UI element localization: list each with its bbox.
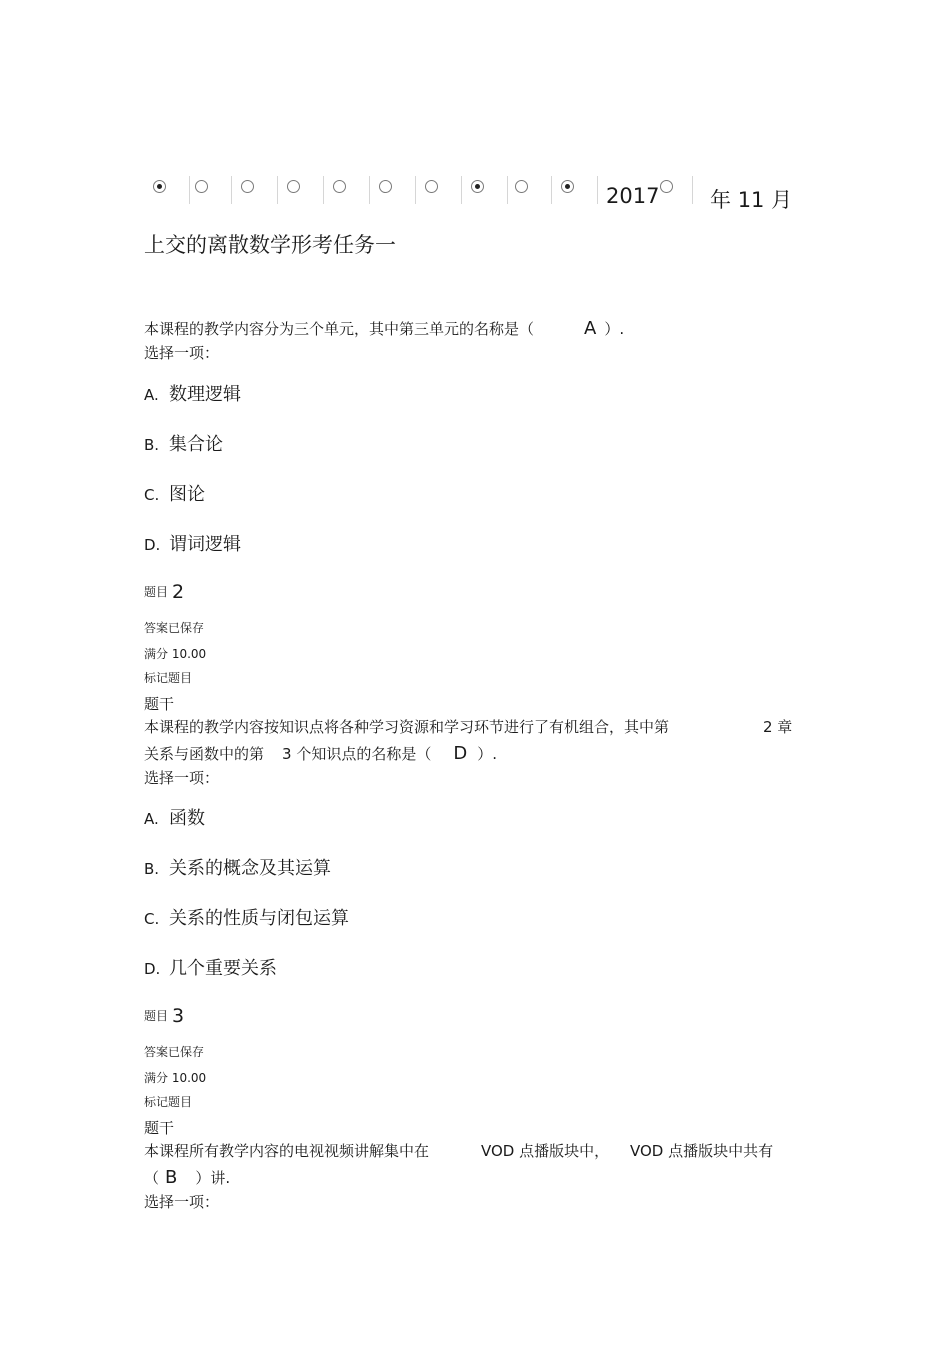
- q3-tigan: 题干: [144, 1119, 175, 1137]
- month-number: 11: [737, 188, 765, 212]
- q2-option-a[interactable]: [144, 804, 205, 830]
- radio-9[interactable]: [515, 180, 528, 193]
- q1-option-c-text: 图论: [169, 484, 205, 505]
- q2-option-b[interactable]: [144, 854, 331, 880]
- q2-option-c-letter: C.: [144, 910, 160, 928]
- q2-answer: D: [453, 743, 468, 764]
- q2-stem-line1-pre: 本课程的教学内容按知识点将各种学习资源和学习环节进行了有机组合，其中第: [144, 718, 670, 736]
- radio-cell-2[interactable]: [190, 176, 232, 204]
- year-month: [710, 184, 792, 214]
- q2-option-b-text: 关系的概念及其运算: [169, 858, 331, 879]
- q1-stem-post: ）.: [604, 320, 625, 338]
- q3-stem-line2: [144, 1165, 230, 1191]
- q1-stem-pre: 本课程的教学内容分为三个单元，其中第三单元的名称是（: [144, 320, 535, 338]
- q1-prompt: 选择一项：: [144, 344, 220, 362]
- radio-2[interactable]: [195, 180, 208, 193]
- q1-option-a[interactable]: [144, 380, 241, 406]
- q2-label-text: 题目: [144, 585, 169, 599]
- q3-stem-line1-pre: 本课程所有教学内容的电视视频讲解集中在: [144, 1142, 430, 1160]
- q1-option-a-text: 数理逻辑: [169, 384, 241, 405]
- q2-status: 答案已保存: [144, 621, 205, 635]
- q1-stem: [144, 316, 624, 342]
- radio-cell-8[interactable]: [466, 176, 508, 204]
- q3-stem-line1-vod1: VOD 点播版块中，: [481, 1142, 610, 1160]
- q2-option-d-text: 几个重要关系: [169, 958, 277, 979]
- q1-option-d[interactable]: [144, 530, 241, 556]
- radio-cell-10[interactable]: [556, 176, 598, 204]
- q2-score: 满分 10.00: [144, 647, 207, 661]
- q3-flag[interactable]: 标记题目: [144, 1095, 193, 1109]
- radio-1[interactable]: [153, 180, 166, 193]
- q1-option-c[interactable]: [144, 480, 205, 506]
- radio-cell-4[interactable]: [282, 176, 324, 204]
- month-char: 月: [771, 188, 793, 212]
- q1-option-c-letter: C.: [144, 486, 160, 504]
- radio-5[interactable]: [333, 180, 346, 193]
- q2-option-a-text: 函数: [169, 808, 205, 829]
- q2-option-d-letter: D.: [144, 960, 161, 978]
- q3-stem-line2-open: （: [144, 1169, 160, 1187]
- radio-cell-1[interactable]: [148, 176, 190, 204]
- q3-answer: B: [165, 1167, 178, 1188]
- radio-cell-6[interactable]: [374, 176, 416, 204]
- q1-option-d-text: 谓词逻辑: [169, 534, 241, 555]
- radio-6[interactable]: [379, 180, 392, 193]
- q2-stem-line2-pre: 关系与函数中的第: [144, 745, 265, 763]
- q2-flag[interactable]: 标记题目: [144, 671, 193, 685]
- q2-option-d[interactable]: [144, 954, 277, 980]
- radio-cell-9[interactable]: [510, 176, 552, 204]
- q1-option-b-letter: B.: [144, 436, 160, 454]
- q2-option-b-letter: B.: [144, 860, 160, 878]
- q3-label-text: 题目: [144, 1009, 169, 1023]
- year-text: 2017: [606, 184, 660, 208]
- q2-tigan: 题干: [144, 695, 175, 713]
- q3-label: [144, 1005, 184, 1027]
- q2-label: [144, 581, 184, 603]
- q3-stem-line1-vod2: VOD 点播版块中共有: [630, 1142, 774, 1160]
- radio-cell-3[interactable]: [236, 176, 278, 204]
- radio-10[interactable]: [561, 180, 574, 193]
- q3-number: 3: [172, 1005, 185, 1027]
- q3-status: 答案已保存: [144, 1045, 205, 1059]
- q1-answer: A: [584, 318, 597, 339]
- year-char: 年: [710, 188, 731, 212]
- q2-option-c-text: 关系的性质与闭包运算: [169, 908, 349, 929]
- document-title: 上交的离散数学形考任务一: [144, 233, 396, 257]
- q1-option-d-letter: D.: [144, 536, 161, 554]
- q1-option-a-letter: A.: [144, 386, 159, 404]
- q2-prompt: 选择一项：: [144, 769, 220, 787]
- radio-cell-7[interactable]: [420, 176, 462, 204]
- radio-3[interactable]: [241, 180, 254, 193]
- q2-stem-line1-num: 2 章: [763, 718, 793, 736]
- q2-stem-line2-post: ）.: [477, 745, 497, 763]
- radio-4[interactable]: [287, 180, 300, 193]
- q2-option-c[interactable]: [144, 904, 349, 930]
- radio-trailing[interactable]: [660, 180, 673, 193]
- q1-option-b[interactable]: [144, 430, 223, 456]
- q3-stem-line2-post: ）讲.: [195, 1169, 231, 1187]
- radio-8[interactable]: [471, 180, 484, 193]
- radio-cell-trailing[interactable]: [655, 176, 693, 204]
- q3-score: 满分 10.00: [144, 1071, 207, 1085]
- radio-cell-5[interactable]: [328, 176, 370, 204]
- q2-stem-line2-num: 3 个知识点的名称是（: [282, 745, 432, 763]
- q2-number: 2: [172, 581, 185, 603]
- q1-option-b-text: 集合论: [169, 434, 223, 455]
- q3-prompt: 选择一项：: [144, 1193, 220, 1211]
- q2-stem-line2: [144, 741, 497, 767]
- q2-option-a-letter: A.: [144, 810, 159, 828]
- radio-7[interactable]: [425, 180, 438, 193]
